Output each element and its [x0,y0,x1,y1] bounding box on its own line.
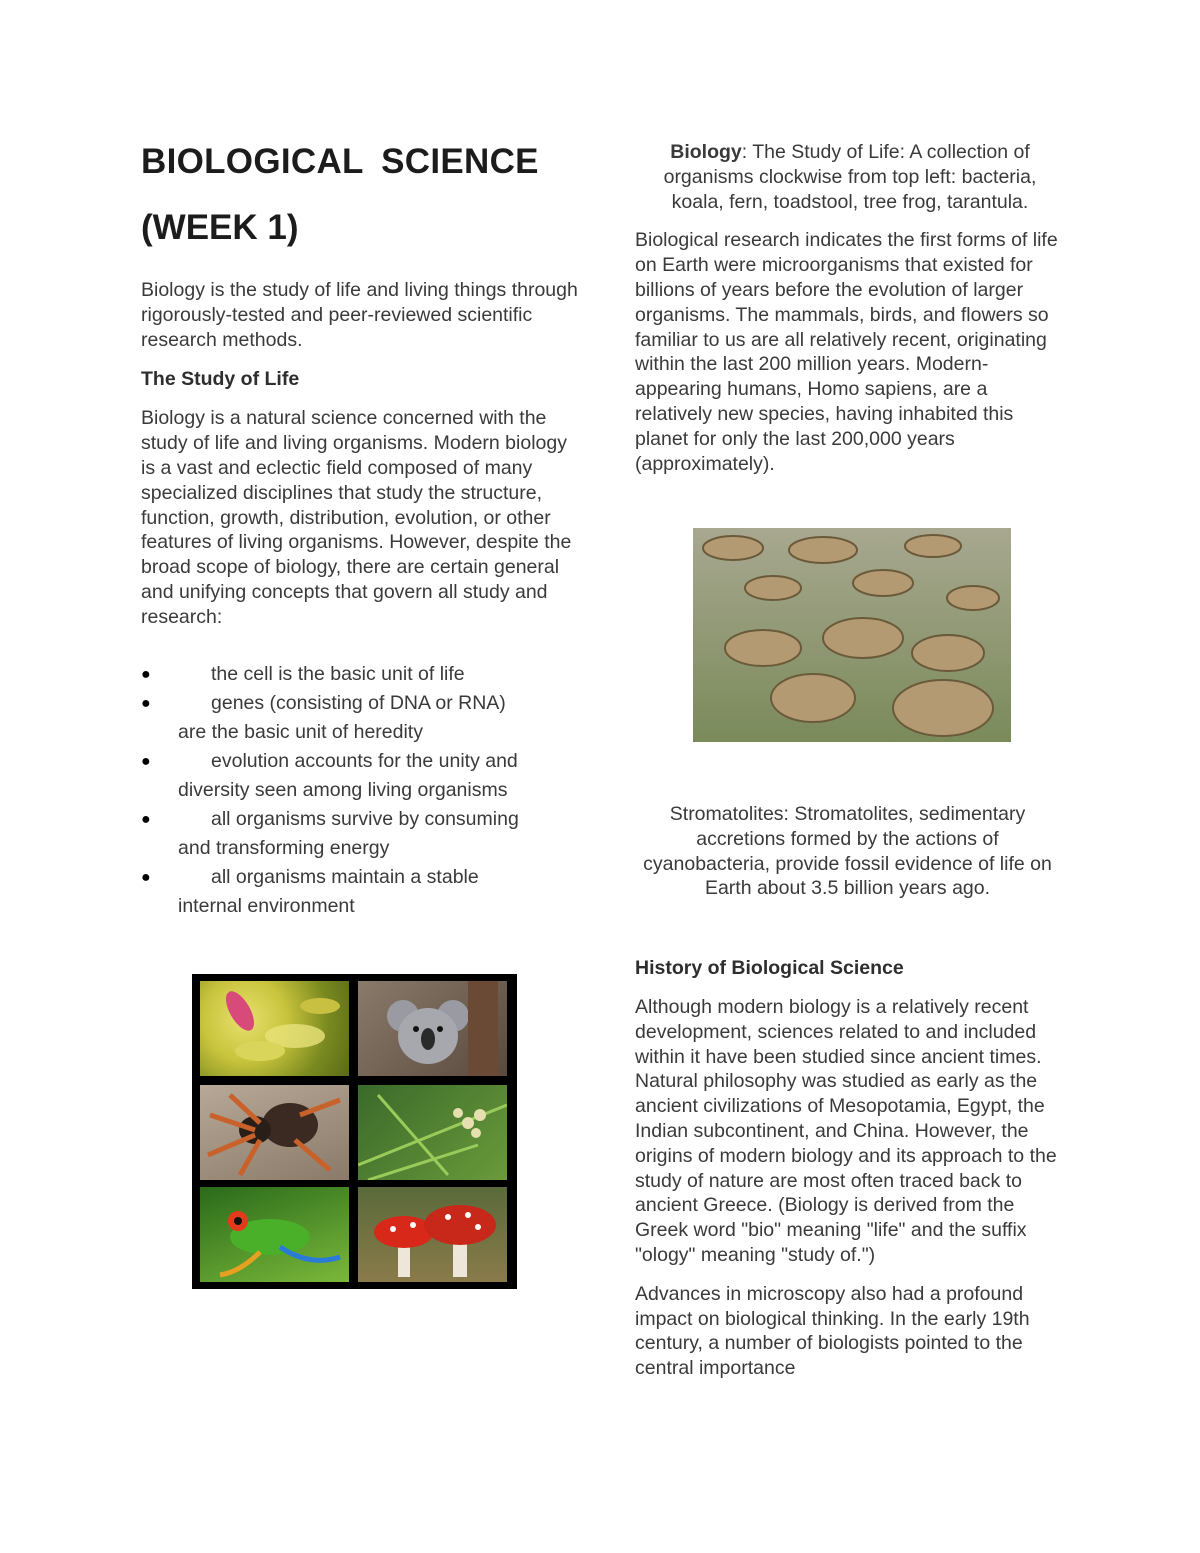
koala-image [358,981,507,1076]
fern-image [358,1085,507,1180]
list-item: ● all organisms survive by consuming and transforming energy [141,805,581,863]
list-item: ● the cell is the basic unit of life [141,660,581,689]
stromatolites-image [693,528,1011,742]
microscopy-paragraph: Advances in microscopy also had a profound impact on biological thinking. In the early 19th century, a number of biologists pointed to the central importance [635,1282,1030,1380]
bullet-icon: ● [141,752,151,770]
section-heading-study-of-life: The Study of Life [141,368,300,391]
right-column [635,140,1065,476]
list-item: ● evolution accounts for the unity and diversity seen among living organisms [141,747,581,805]
bullet-icon: ● [141,694,151,712]
list-item: ● genes (consisting of DNA or RNA) are the basic unit of heredity [141,689,581,747]
concepts-list [141,660,581,921]
bacteria-image [200,981,349,1076]
bullet-icon: ● [141,868,151,886]
document-subtitle: (WEEK 1) [141,208,299,247]
left-column [141,140,581,921]
collage-caption: Biology: The Study of Life: A collection of organisms clockwise from top left: bacteria, koala, fern, toadstool, tree frog, tarantula. [663,141,1037,213]
stromatolites-caption: Stromatolites: Stromatolites, sedimentary accretions formed by the actions of cyanobacteria, provide fossil evidence of life on Earth about 3.5 billion years ago. [643,803,1052,900]
history-paragraph: Although modern biology is a relatively recent development, sciences related to and included within it have been studied since ancient times. Natural philosophy was studied as early as the ancient civilizations of Mesopotamia, Egypt, the Indian subcontinent, and China. However, the origins of modern biology and its approach to the study of nature are most often traced back to ancient Greece. (Biology is derived from the Greek word "bio" meaning "life" and the suffix "ology" meaning "study of.") [635,996,1057,1266]
section-heading-history: History of Biological Science [635,957,904,979]
intro-paragraph: Biology is the study of life and living things through rigorously-tested and peer-reviewed scientific research methods. [141,279,578,351]
list-item: ● all organisms maintain a stable internal environment [141,863,581,921]
tarantula-image [200,1085,349,1180]
history-section [635,955,1065,1381]
tree-frog-image [200,1187,349,1282]
study-of-life-paragraph: Biology is a natural science concerned with the study of life and living organisms. Modern biology is a vast and eclectic field composed of many specialized disciplines that study the structure, function, growth, distribution, evolution, or other features of living organisms. However, despite the broad scope of biology, there are certain general and unifying concepts that govern all study and research: [141,407,572,628]
bullet-icon: ● [141,665,151,683]
organism-collage-image [192,974,517,1289]
bullet-icon: ● [141,810,151,828]
early-life-paragraph: Biological research indicates the first forms of life on Earth were microorganisms that existed for billions of years before the evolution of larger organisms. The mammals, birds, and flowers so familiar to us are all relatively recent, originating within the last 200 million years. Modern-appearing humans, Homo sapiens, are a relatively new species, having inhabited this planet for only the last 200,000 years (approximately). [635,229,1058,475]
toadstool-image [358,1187,507,1282]
document-title: BIOLOGICAL SCIENCE [141,142,539,181]
